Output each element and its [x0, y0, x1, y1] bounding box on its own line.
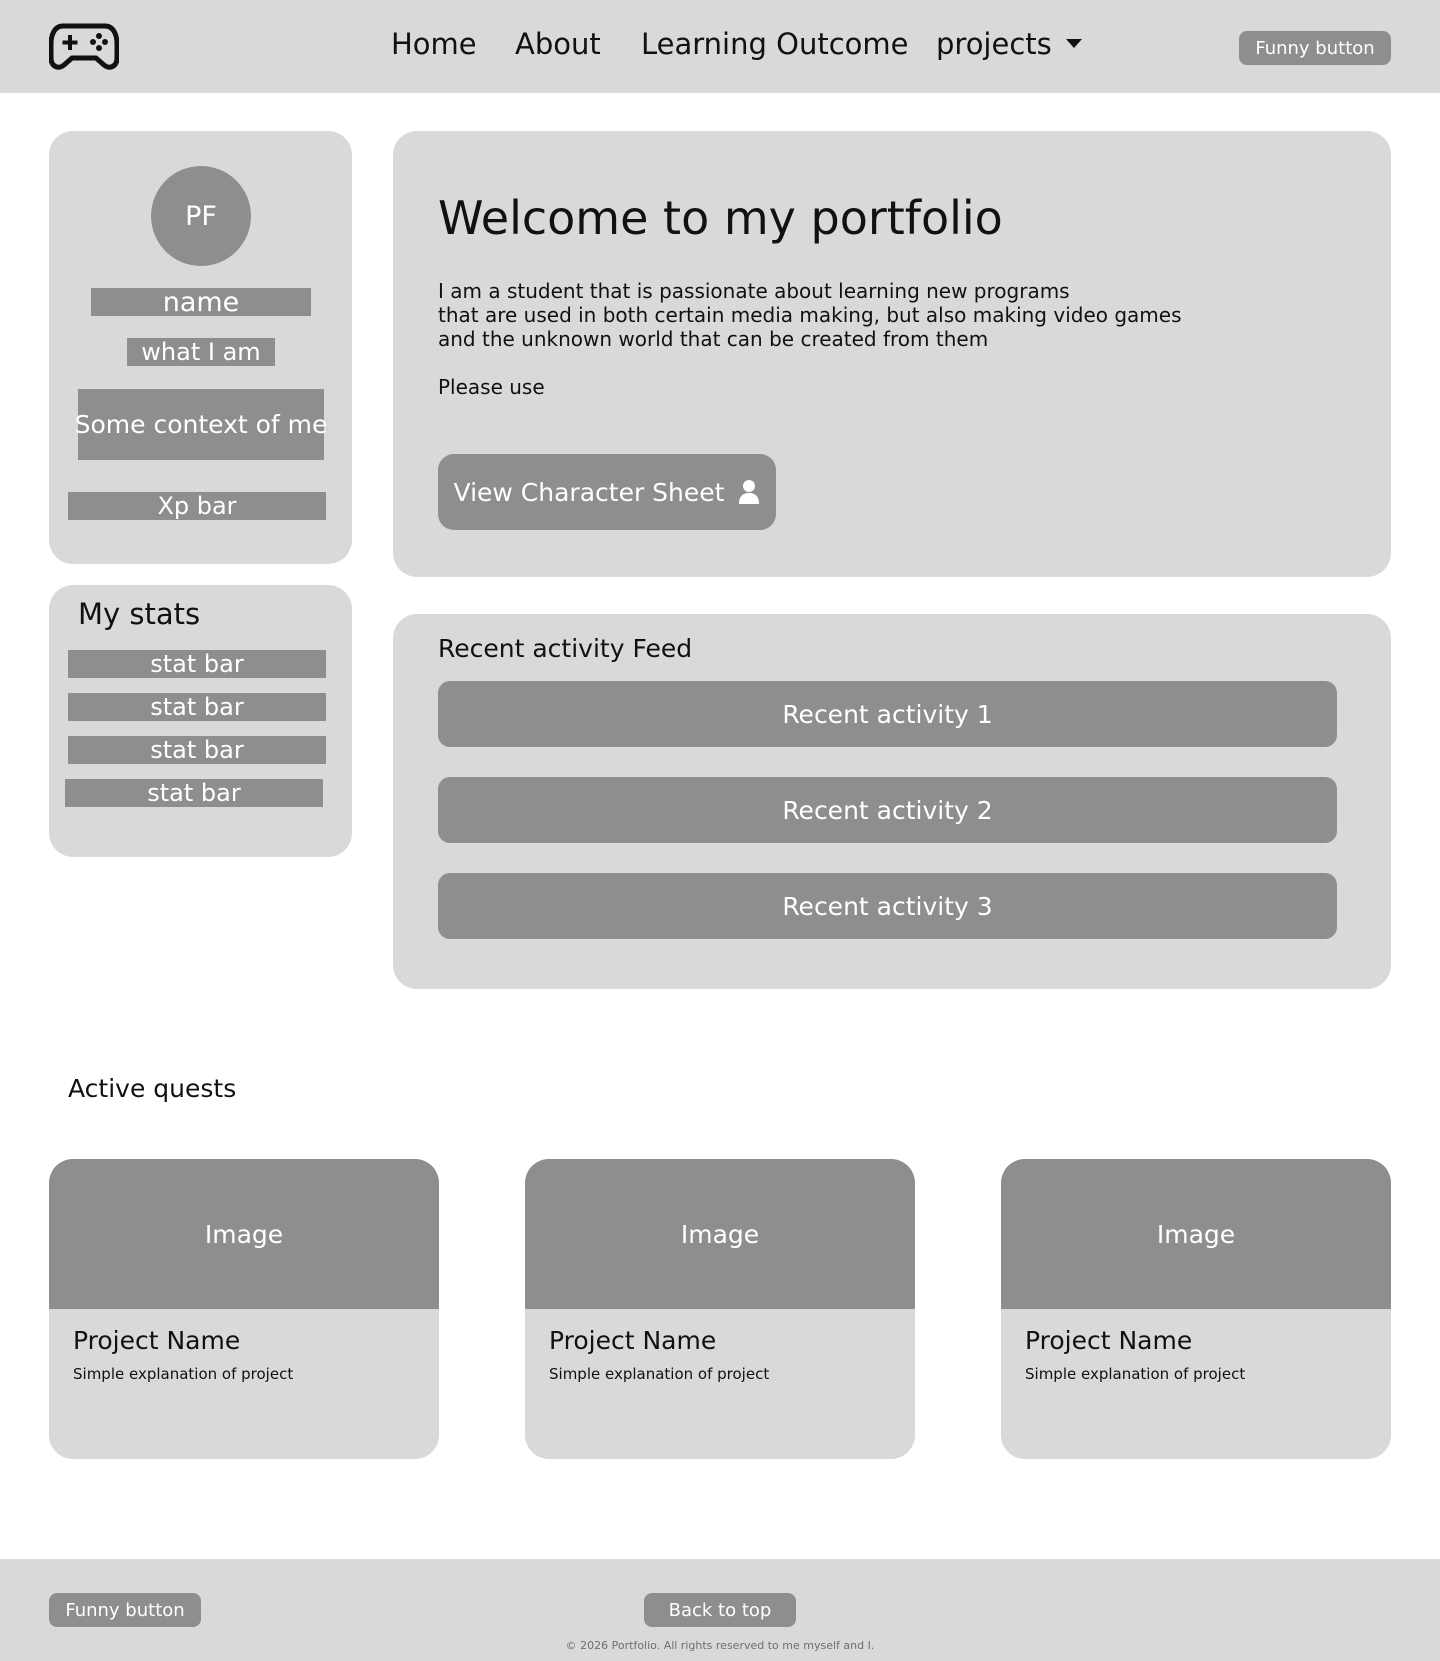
user-icon	[738, 479, 760, 505]
copyright-text: © 2026 Portfolio. All rights reserved to me myself and I.	[565, 1639, 875, 1652]
project-image-placeholder: Image	[1001, 1159, 1391, 1309]
project-description: Simple explanation of project	[549, 1365, 770, 1383]
active-quests-title: Active quests	[68, 1074, 237, 1103]
please-use-text: Please use	[438, 375, 545, 399]
stat-bar: stat bar	[68, 736, 326, 764]
nav-projects-label: projects	[936, 27, 1052, 61]
nav-home[interactable]: Home	[391, 27, 477, 61]
nav-about[interactable]: About	[515, 27, 601, 61]
stats-card	[49, 585, 352, 857]
welcome-line: and the unknown world that can be created from them	[438, 327, 989, 351]
page-title: Welcome to my portfolio	[438, 191, 1003, 245]
project-name: Project Name	[1025, 1326, 1193, 1355]
welcome-card	[393, 131, 1391, 577]
profile-role: what I am	[127, 338, 275, 366]
view-character-sheet-label: View Character Sheet	[453, 477, 725, 507]
activity-feed-title: Recent activity Feed	[438, 634, 693, 663]
stat-bar: stat bar	[68, 650, 326, 678]
stat-bar: stat bar	[65, 779, 323, 807]
quest-card[interactable]	[1001, 1159, 1391, 1459]
profile-context: Some context of me	[78, 389, 324, 460]
welcome-text	[438, 279, 1182, 351]
back-to-top-button[interactable]: Back to top	[644, 1593, 796, 1627]
caret-down-icon	[1066, 39, 1082, 48]
welcome-line: I am a student that is passionate about learning new programs	[438, 279, 1070, 303]
profile-name: name	[91, 288, 311, 316]
stats-title: My stats	[78, 597, 201, 631]
project-name: Project Name	[73, 1326, 241, 1355]
footer-funny-button[interactable]: Funny button	[49, 1593, 201, 1627]
nav-learning-outcome[interactable]: Learning Outcome	[641, 27, 909, 61]
project-image-placeholder: Image	[525, 1159, 915, 1309]
welcome-line: that are used in both certain media making, but also making video games	[438, 303, 1182, 327]
view-character-sheet-button[interactable]	[438, 454, 776, 530]
stat-bar: stat bar	[68, 693, 326, 721]
profile-card	[49, 131, 352, 564]
activity-item[interactable]: Recent activity 3	[438, 873, 1337, 939]
project-name: Project Name	[549, 1326, 717, 1355]
gamepad-icon[interactable]	[49, 20, 119, 72]
quest-card[interactable]	[49, 1159, 439, 1459]
activity-item[interactable]: Recent activity 1	[438, 681, 1337, 747]
nav-projects-dropdown[interactable]	[936, 27, 1082, 61]
footer	[0, 1559, 1440, 1661]
top-navbar	[0, 0, 1440, 93]
avatar: PF	[151, 166, 251, 266]
project-description: Simple explanation of project	[1025, 1365, 1246, 1383]
activity-item[interactable]: Recent activity 2	[438, 777, 1337, 843]
activity-feed-card	[393, 614, 1391, 989]
quest-card[interactable]	[525, 1159, 915, 1459]
project-description: Simple explanation of project	[73, 1365, 294, 1383]
xp-bar: Xp bar	[68, 492, 326, 520]
project-image-placeholder: Image	[49, 1159, 439, 1309]
funny-button[interactable]: Funny button	[1239, 31, 1391, 65]
